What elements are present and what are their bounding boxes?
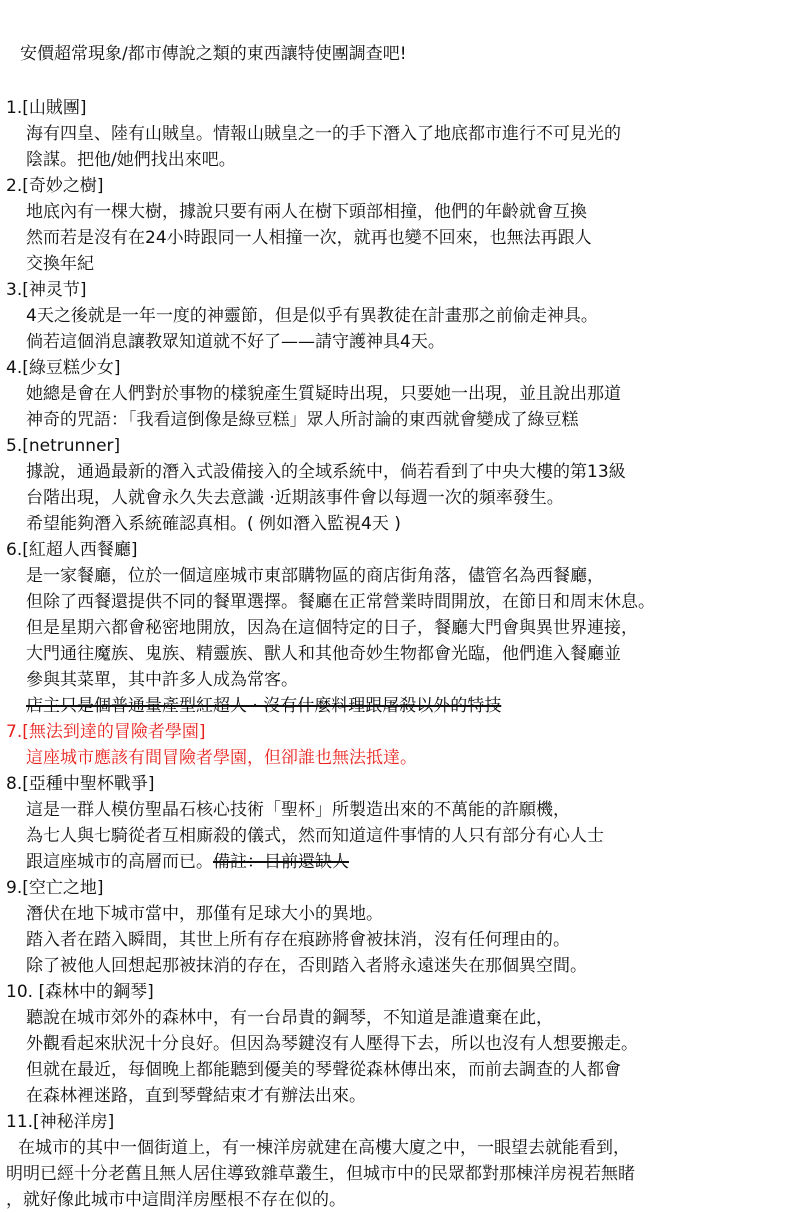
topic-line xyxy=(6,407,796,433)
topic-heading: 7.[無法到達的冒險者學園] xyxy=(6,722,206,742)
topic-line xyxy=(6,823,796,849)
topic-line-text: 這是一群人模仿聖晶石核心技術「聖杯」所製造出來的不萬能的許願機， xyxy=(26,800,570,820)
topic-line xyxy=(6,615,796,641)
topic-line-text: 這座城市應該有間冒險者學園，但卻誰也無法抵達。 xyxy=(26,748,417,768)
topic-line xyxy=(6,953,796,979)
topic-line xyxy=(6,693,796,719)
topic-line-text: 地底內有一棵大樹，據說只要有兩人在樹下頭部相撞，他們的年齡就會互換 xyxy=(26,202,587,222)
topic-line xyxy=(6,485,796,511)
topic-line-text: 參與其菜單，其中許多人成為常客。 xyxy=(26,670,298,690)
topic-heading: 6.[紅超人西餐廳] xyxy=(6,540,138,560)
topic-line xyxy=(6,1057,796,1083)
topic-line-text: 她總是會在人們對於事物的樣貌產生質疑時出現，只要她一出現，並且說出那道 xyxy=(26,384,621,404)
topic-line-text: 店主只是個普通量產型紅超人 · 沒有什麼料理跟屠殺以外的特技 xyxy=(26,696,502,716)
topic-line xyxy=(6,589,796,615)
topic-heading: 1.[山賊團] xyxy=(6,98,87,118)
topic-line-text: 台階出現，人就會永久失去意識 ·近期該事件會以每週一次的頻率發生。 xyxy=(26,488,564,508)
topic-line xyxy=(6,563,796,589)
topic-line xyxy=(6,927,796,953)
topic-line-text: 大門通往魔族、鬼族、精靈族、獸人和其他奇妙生物都會光臨，他們進入餐廳並 xyxy=(26,644,621,664)
topic-line xyxy=(6,901,796,927)
topic-heading: 3.[神灵节] xyxy=(6,280,87,300)
topic-line-text: 4天之後就是一年一度的神靈節，但是似乎有異教徒在計畫那之前偷走神具。 xyxy=(26,306,598,326)
topic-line-text: 在城市的其中一個街道上，有一棟洋房就建在高樓大廈之中，一眼望去就能看到， xyxy=(18,1138,630,1158)
topic-line-text: 明明已經十分老舊且無人居住導致雜草叢生，但城市中的民眾都對那棟洋房視若無睹 xyxy=(6,1164,635,1184)
topic-line xyxy=(6,1187,796,1213)
topic-line-text: 外觀看起來狀況十分良好。但因為琴鍵沒有人壓得下去，所以也沒有人想要搬走。 xyxy=(26,1034,638,1054)
topic-heading: 5.[netrunner] xyxy=(6,436,121,456)
topic-heading: 8.[亞種中聖杯戰爭] xyxy=(6,774,155,794)
topic-heading: 9.[空亡之地] xyxy=(6,878,104,898)
topic-line xyxy=(6,199,796,225)
topic-line xyxy=(6,251,796,277)
topic-line-text: 海有四皇、陸有山賊皇。情報山賊皇之一的手下潛入了地底都市進行不可見光的 xyxy=(26,124,621,144)
topic-section xyxy=(6,537,796,719)
topic-section xyxy=(6,1109,796,1213)
topic-line-text: 除了被他人回想起那被抹消的存在，否則踏入者將永遠迷失在那個異空間。 xyxy=(26,956,587,976)
topic-line-text: 跟這座城市的高層而已。 xyxy=(26,852,213,872)
topic-line-text: 神奇的咒語：「我看這倒像是綠豆糕」眾人所討論的東西就會變成了綠豆糕 xyxy=(26,410,579,430)
topic-section xyxy=(6,95,796,173)
topic-line-text: 據說，通過最新的潛入式設備接入的全域系統中，倘若看到了中央大樓的第13級 xyxy=(26,462,626,482)
topic-line-text: 但除了西餐還提供不同的餐單選擇。餐廳在正常營業時間開放，在節日和周末休息。 xyxy=(26,592,655,612)
topic-line xyxy=(6,1135,796,1161)
topic-line-text: 陰謀。把他/她們找出來吧。 xyxy=(26,150,236,170)
topic-section xyxy=(6,719,796,771)
topic-line-text: 是一家餐廳，位於一個這座城市東部購物區的商店街角落，儘管名為西餐廳， xyxy=(26,566,604,586)
topic-line xyxy=(6,745,796,771)
topic-line xyxy=(6,1005,796,1031)
topic-line-text: ，就好像此城市中這間洋房壓根不存在似的。 xyxy=(6,1190,346,1210)
topic-line xyxy=(6,849,796,875)
topic-line xyxy=(6,459,796,485)
topic-line xyxy=(6,381,796,407)
topic-line-text: 然而若是沒有在24小時跟同一人相撞一次，就再也變不回來，也無法再跟人 xyxy=(26,228,592,248)
topic-line xyxy=(6,1031,796,1057)
topic-line-text: 潛伏在地下城市當中，那僅有足球大小的異地。 xyxy=(26,904,383,924)
topic-line-text: 但是星期六都會秘密地開放，因為在這個特定的日子，餐廳大門會與異世界連接， xyxy=(26,618,638,638)
topic-heading: 2.[奇妙之樹] xyxy=(6,176,104,196)
topic-heading: 4.[綠豆糕少女] xyxy=(6,358,121,378)
topic-list xyxy=(6,95,796,1213)
topic-line xyxy=(6,641,796,667)
topic-line-text: 在森林裡迷路，直到琴聲結束才有辦法出來。 xyxy=(26,1086,366,1106)
intro-line: 安價超常現象/都市傳說之類的東西讓特使團調查吧! xyxy=(20,44,407,64)
topic-line xyxy=(6,1161,796,1187)
topic-section xyxy=(6,979,796,1109)
topic-line xyxy=(6,511,796,537)
topic-section xyxy=(6,173,796,277)
topic-line-text: 交換年紀 xyxy=(26,254,94,274)
topic-line-text: 踏入者在踏入瞬間，其世上所有存在痕跡將會被抹消，沒有任何理由的。 xyxy=(26,930,570,950)
topic-heading: 11.[神秘洋房] xyxy=(6,1112,115,1132)
topic-line xyxy=(6,667,796,693)
topic-line-text: 倘若這個消息讓教眾知道就不好了——請守護神具4天。 xyxy=(26,332,445,352)
topic-section xyxy=(6,355,796,433)
topic-line-text: 為七人與七騎從者互相廝殺的儀式，然而知道這件事情的人只有部分有心人士 xyxy=(26,826,604,846)
topic-line xyxy=(6,1083,796,1109)
topic-section xyxy=(6,433,796,537)
topic-section xyxy=(6,875,796,979)
struck-note: 備註：目前還缺人 xyxy=(213,852,349,872)
topic-line xyxy=(6,303,796,329)
topic-line-text: 聽說在城市郊外的森林中，有一台昂貴的鋼琴，不知道是誰遺棄在此， xyxy=(26,1008,553,1028)
topic-section xyxy=(6,771,796,875)
topic-line xyxy=(6,329,796,355)
topic-line xyxy=(6,225,796,251)
topic-heading: 10. [森林中的鋼琴] xyxy=(6,982,154,1002)
topic-line xyxy=(6,797,796,823)
topic-line-text: 但就在最近，每個晚上都能聽到優美的琴聲從森林傳出來，而前去調查的人都會 xyxy=(26,1060,621,1080)
topic-section xyxy=(6,277,796,355)
topic-line-text: 希望能夠潛入系統確認真相。( 例如潛入監視4天 ) xyxy=(26,514,401,534)
topic-line xyxy=(6,147,796,173)
topic-line xyxy=(6,121,796,147)
